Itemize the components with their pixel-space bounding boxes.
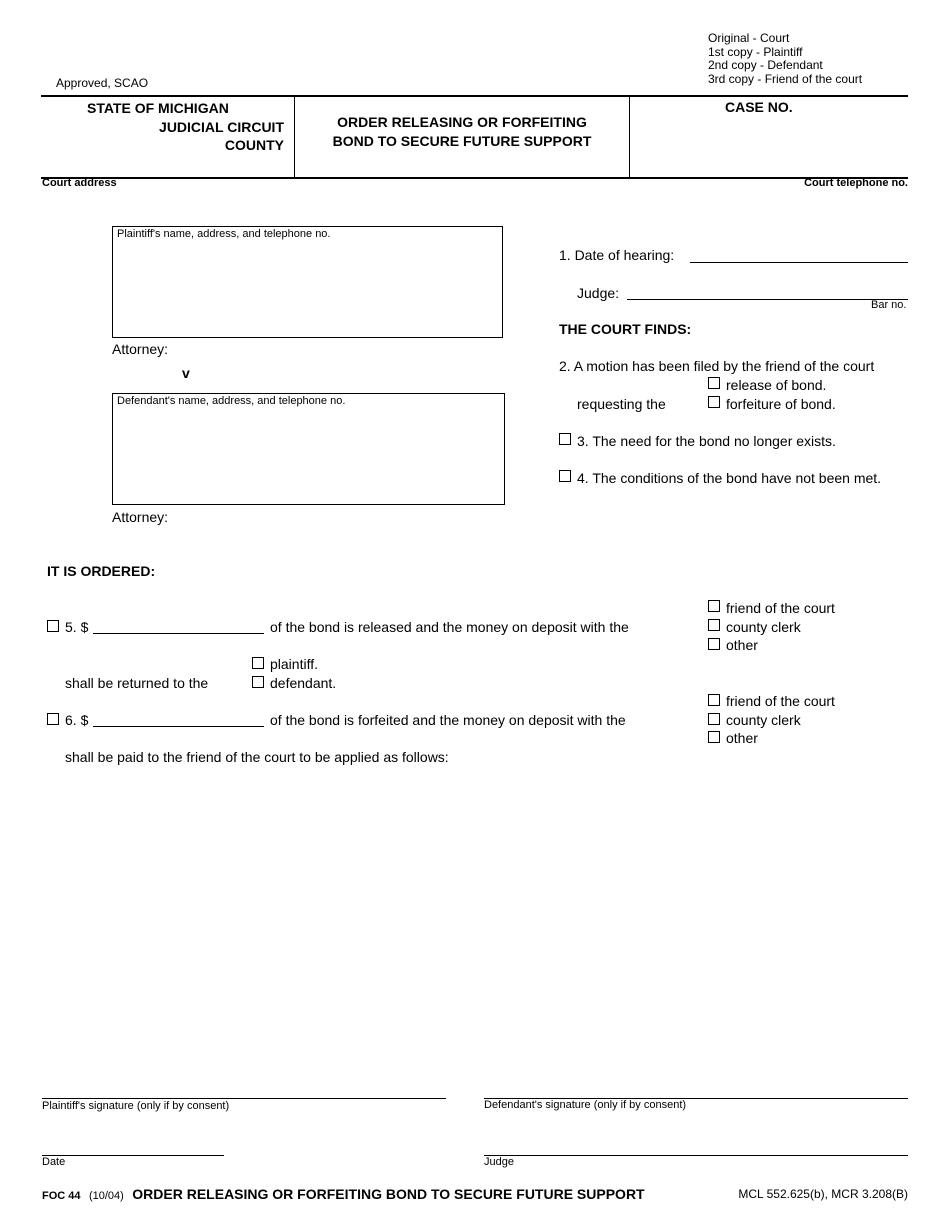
form-revision: (10/04) (88, 1190, 124, 1202)
judge-label: Judge: (577, 285, 620, 301)
header-divider-left (294, 96, 295, 178)
court-address-label: Court address (42, 177, 117, 189)
order-6-checkbox[interactable] (47, 713, 59, 725)
order-5-other-label: other (726, 637, 758, 653)
judge-signature-line[interactable] (484, 1155, 908, 1156)
order-6-friend-checkbox[interactable] (708, 694, 720, 706)
finding-3-checkbox[interactable] (559, 433, 571, 445)
order-6-amount-field[interactable] (93, 726, 264, 727)
statute-citation: MCL 552.625(b), MCR 3.208(B) (738, 1187, 908, 1201)
finding-2-text: 2. A motion has been filed by the friend of the court (559, 358, 875, 374)
order-6-other-label: other (726, 730, 758, 746)
form-title-line1: ORDER RELEASING OR FORFEITING (337, 114, 587, 130)
order-6-number: 6. $ (65, 712, 89, 728)
order-6-clerk-checkbox[interactable] (708, 713, 720, 725)
case-no-label: CASE NO. (725, 99, 793, 115)
order-5-friend-label: friend of the court (726, 600, 835, 616)
forfeit-bond-label: forfeiture of bond. (726, 396, 836, 412)
defendant-signature-label: Defendant's signature (only if by consent) (484, 1099, 687, 1111)
plaintiff-info-box[interactable] (112, 226, 503, 338)
finding-3-text: 3. The need for the bond no longer exists. (577, 433, 836, 449)
header-divider-right (629, 96, 630, 178)
defendant-box-label: Defendant's name, address, and telephone no. (117, 395, 346, 407)
application-area[interactable] (65, 772, 908, 1072)
footer (42, 1186, 645, 1204)
defendant-info-box[interactable] (112, 393, 505, 505)
order-5-checkbox[interactable] (47, 620, 59, 632)
hearing-date-label: 1. Date of hearing: (559, 247, 675, 263)
order-5-amount-field[interactable] (93, 633, 264, 634)
order-6-clerk-label: county clerk (726, 712, 801, 728)
plaintiff-attorney-label: Attorney: (112, 341, 169, 357)
copy-second: 2nd copy - Defendant (708, 58, 823, 72)
return-defendant-label: defendant. (270, 675, 337, 691)
court-jurisdiction (60, 99, 284, 155)
header-top-rule (41, 95, 908, 97)
copy-original: Original - Court (708, 31, 790, 45)
returned-to-label: shall be returned to the (65, 675, 209, 691)
court-telephone-label: Court telephone no. (804, 177, 908, 189)
county-label: COUNTY (224, 137, 284, 153)
plaintiff-box-label: Plaintiff's name, address, and telephone no. (117, 228, 331, 240)
order-6-other-checkbox[interactable] (708, 731, 720, 743)
plaintiff-signature-line[interactable] (42, 1098, 446, 1099)
circuit-label: JUDICIAL CIRCUIT (159, 118, 284, 135)
it-is-ordered-heading: IT IS ORDERED: (47, 563, 156, 579)
order-5-friend-checkbox[interactable] (708, 600, 720, 612)
bar-no-label: Bar no. (871, 299, 907, 311)
versus-label: v (182, 365, 190, 381)
order-5-other-checkbox[interactable] (708, 638, 720, 650)
order-5-text: of the bond is released and the money on deposit with the (270, 619, 629, 635)
finding-4-text: 4. The conditions of the bond have not been met. (577, 470, 882, 486)
paid-to-friend-text: shall be paid to the friend of the court to be applied as follows: (65, 749, 449, 765)
return-plaintiff-label: plaintiff. (270, 656, 318, 672)
finding-4-checkbox[interactable] (559, 470, 571, 482)
hearing-date-field[interactable] (690, 262, 908, 263)
state-label: STATE OF MICHIGAN (87, 100, 229, 116)
form-title-line2: BOND TO SECURE FUTURE SUPPORT (332, 133, 592, 149)
order-6-text: of the bond is forfeited and the money on deposit with the (270, 712, 626, 728)
date-label: Date (42, 1156, 66, 1168)
judge-signature-label: Judge (484, 1156, 514, 1168)
court-finds-heading: THE COURT FINDS: (559, 321, 692, 337)
date-line[interactable] (42, 1155, 224, 1156)
judge-name-field[interactable] (627, 299, 908, 300)
plaintiff-signature-label: Plaintiff's signature (only if by consent) (42, 1100, 230, 1112)
approved-scao: Approved, SCAO (56, 76, 149, 90)
return-plaintiff-checkbox[interactable] (252, 657, 264, 669)
return-defendant-checkbox[interactable] (252, 676, 264, 688)
release-bond-checkbox[interactable] (708, 377, 720, 389)
copy-first: 1st copy - Plaintiff (708, 44, 803, 59)
copies-distribution (708, 32, 862, 86)
copy-third: 3rd copy - Friend of the court (708, 71, 863, 86)
forfeit-bond-checkbox[interactable] (708, 396, 720, 408)
order-5-number: 5. $ (65, 619, 89, 635)
form-number: FOC 44 (42, 1190, 81, 1202)
requesting-label: requesting the (577, 396, 666, 412)
release-bond-label: release of bond. (726, 377, 827, 393)
order-5-clerk-checkbox[interactable] (708, 619, 720, 631)
order-6-friend-label: friend of the court (726, 693, 835, 709)
footer-title: ORDER RELEASING OR FORFEITING BOND TO SECURE FUTURE SUPPORT (132, 1186, 645, 1202)
defendant-attorney-label: Attorney: (112, 509, 169, 525)
form-title (296, 113, 628, 151)
order-5-clerk-label: county clerk (726, 619, 801, 635)
